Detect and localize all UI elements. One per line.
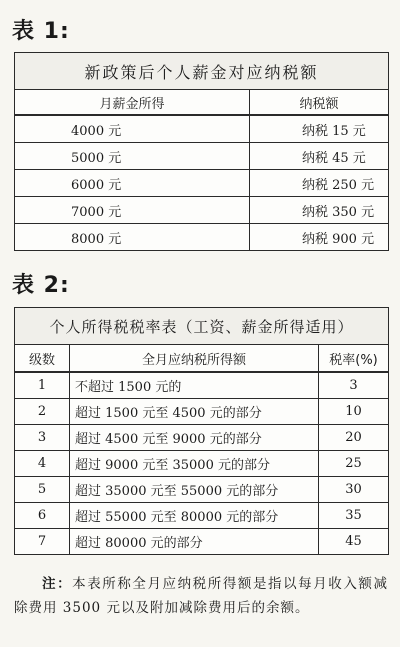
table1-header-tax: 纳税额 [250,90,389,116]
salary-cell: 4000 元 [15,115,250,143]
level-cell: 4 [15,451,70,477]
rate-cell: 3 [319,372,389,399]
level-cell: 3 [15,425,70,451]
table-row [15,170,389,197]
level-cell: 1 [15,372,70,399]
table1-header-salary: 月薪金所得 [15,90,250,116]
salary-cell: 5000 元 [15,143,250,170]
tax-cell: 纳税 900 元 [250,224,389,251]
level-cell: 2 [15,399,70,425]
income-range-cell: 超过 55000 元至 80000 元的部分 [70,503,319,529]
level-cell: 5 [15,477,70,503]
tax-cell: 纳税 45 元 [250,143,389,170]
tax-rate-table [14,307,389,555]
income-range-cell: 超过 80000 元的部分 [70,529,319,555]
table-row [15,503,389,529]
level-cell: 7 [15,529,70,555]
table1-heading: 表 1: [12,19,70,44]
salary-cell: 6000 元 [15,170,250,197]
rate-cell: 35 [319,503,389,529]
table-row [15,529,389,555]
rate-cell: 10 [319,399,389,425]
tax-cell: 纳税 15 元 [250,115,389,143]
income-range-cell: 超过 4500 元至 9000 元的部分 [70,425,319,451]
level-cell: 6 [15,503,70,529]
rate-cell: 20 [319,425,389,451]
salary-cell: 8000 元 [15,224,250,251]
tax-cell: 纳税 350 元 [250,197,389,224]
tax-cell: 纳税 250 元 [250,170,389,197]
table2-header-income: 全月应纳税所得额 [70,345,319,373]
table-row [15,451,389,477]
table2-header-level: 级数 [15,345,70,373]
table-row [15,224,389,251]
footnote-text: 本表所称全月应纳税所得额是指以每月收入额减除费用 3500 元以及附加减除费用后的余额。 [14,576,389,616]
table2-heading: 表 2: [12,273,70,298]
table-row [15,115,389,143]
income-range-cell: 超过 1500 元至 4500 元的部分 [70,399,319,425]
salary-tax-table [14,52,389,251]
table2-header-rate: 税率(%) [319,345,389,373]
footnote [14,572,388,620]
table2-title: 个人所得税税率表（工资、薪金所得适用） [15,308,389,345]
rate-cell: 30 [319,477,389,503]
table1-title: 新政策后个人薪金对应纳税额 [15,53,389,90]
table-row [15,477,389,503]
income-range-cell: 不超过 1500 元的 [70,372,319,399]
table-row [15,372,389,399]
income-range-cell: 超过 9000 元至 35000 元的部分 [70,451,319,477]
table-row [15,425,389,451]
table-row [15,399,389,425]
footnote-label: 注： [42,576,73,592]
table-row [15,143,389,170]
rate-cell: 25 [319,451,389,477]
table-row [15,197,389,224]
salary-cell: 7000 元 [15,197,250,224]
income-range-cell: 超过 35000 元至 55000 元的部分 [70,477,319,503]
rate-cell: 45 [319,529,389,555]
